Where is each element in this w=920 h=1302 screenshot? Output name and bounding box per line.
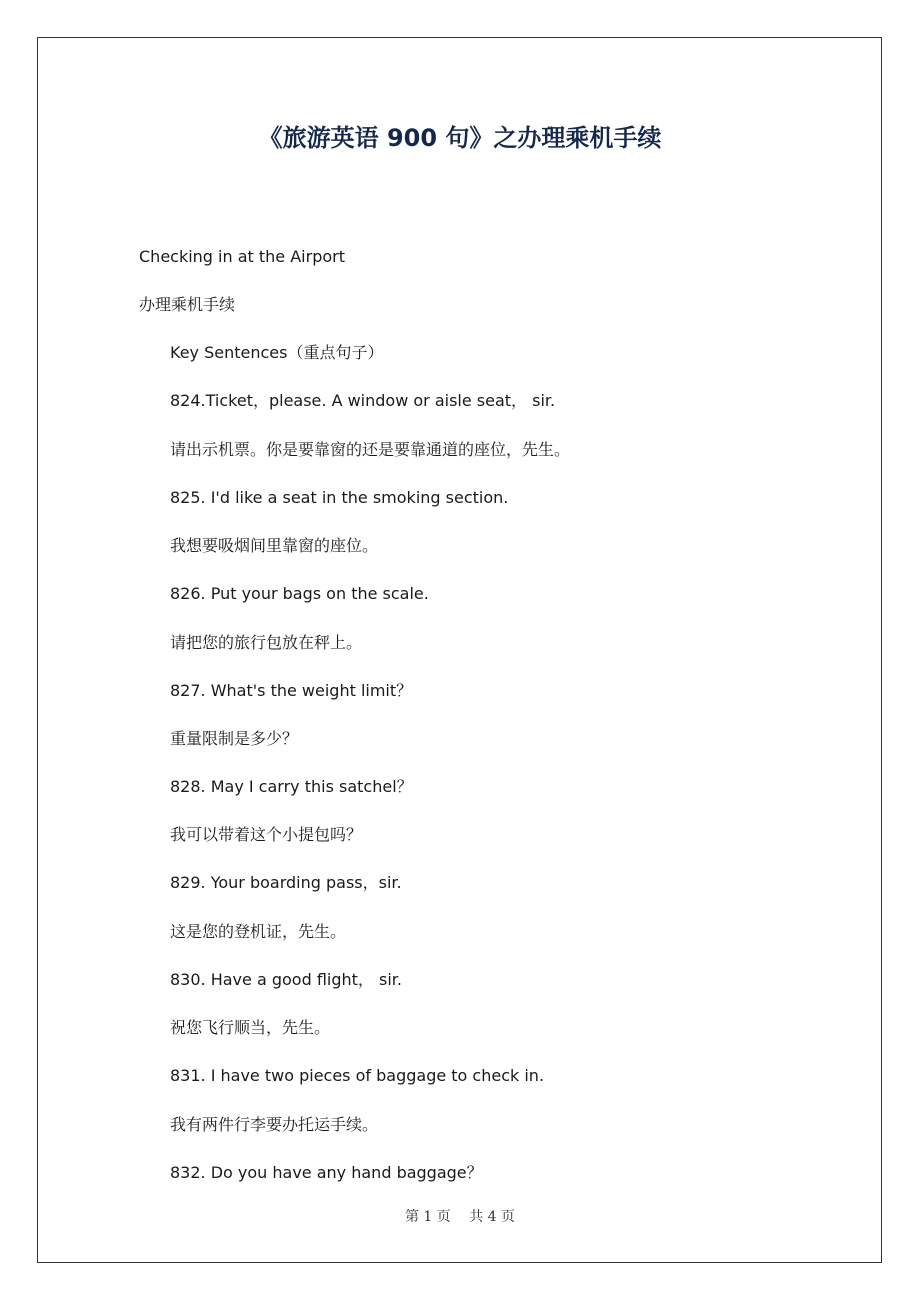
sentence-en-826: 826. Put your bags on the scale. — [170, 584, 429, 603]
sentence-en-831: 831. I have two pieces of baggage to check in. — [170, 1066, 545, 1085]
section-key-sentences: Key Sentences（重点句子） — [170, 343, 384, 362]
document-title: 《旅游英语 900 句》之办理乘机手续 — [258, 124, 662, 152]
sentence-en-832: 832. Do you have any hand baggage？ — [170, 1163, 483, 1182]
sentence-zh-828: 我可以带着这个小提包吗？ — [170, 825, 363, 844]
page-footer — [0, 1206, 920, 1226]
sentence-zh-830: 祝您飞行顺当，先生。 — [170, 1018, 331, 1037]
sentence-en-827: 827. What's the weight limit？ — [170, 681, 413, 700]
sentence-en-824: 824.Ticket，please. A window or aisle seat， sir. — [170, 391, 556, 410]
page-number: 第 1 页 — [404, 1209, 451, 1225]
sentence-zh-831: 我有两件行李要办托运手续。 — [170, 1115, 379, 1134]
sentence-en-830: 830. Have a good flight， sir. — [170, 970, 402, 989]
sentence-en-825: 825. I'd like a seat in the smoking section. — [170, 488, 509, 507]
sentence-en-829: 829. Your boarding pass，sir. — [170, 873, 402, 892]
sentence-zh-829: 这是您的登机证，先生。 — [170, 922, 347, 941]
heading-english: Checking in at the Airport — [139, 247, 345, 266]
heading-chinese: 办理乘机手续 — [139, 295, 236, 314]
sentence-en-828: 828. May I carry this satchel？ — [170, 777, 413, 796]
page-total: 共 4 页 — [469, 1209, 516, 1225]
sentence-zh-826: 请把您的旅行包放在秤上。 — [170, 633, 363, 652]
sentence-zh-827: 重量限制是多少？ — [170, 729, 299, 748]
sentence-zh-825: 我想要吸烟间里靠窗的座位。 — [170, 536, 379, 555]
sentence-zh-824: 请出示机票。你是要靠窗的还是要靠通道的座位，先生。 — [170, 440, 571, 459]
